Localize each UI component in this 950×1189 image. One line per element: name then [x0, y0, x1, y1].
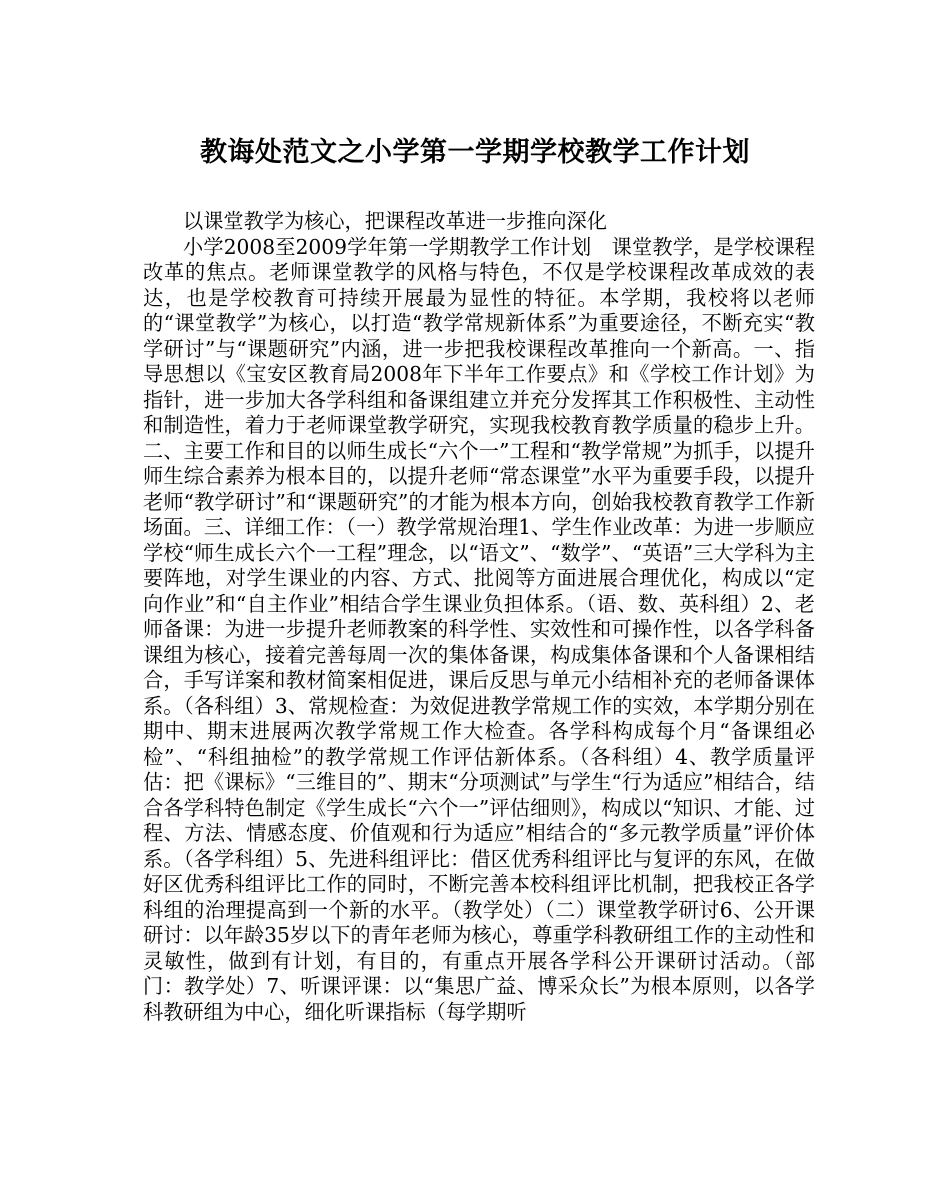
document-title: 教诲处范文之小学第一学期学校教学工作计划	[200, 137, 750, 168]
document-body	[143, 209, 815, 1025]
document-paragraph: 小学2008至2009学年第一学期教学工作计划 课堂教学，是学校课程改革的焦点。老师课堂教学的风格与特色，不仅是学校课程改革成效的表达，也是学校教育可持续开展最为显性的特征。本学期，我校将以老师的“课堂教学”为核心，以打造“教学常规新体系”为重要途径，不断充实“教学研讨”与“课题研究”内涵，进一步把我校课程改革推向一个新高。一、指导思想以《宝安区教育局2008年下半年工作要点》和《学校工作计划》为指针，进一步加大各学科组和备课组建立并充分发挥其工作积极性、主动性和制造性，着力于老师课堂教学研究，实现我校教育教学质量的稳步上升。二、主要工作和目的以师生成长“六个一”工程和“教学常规”为抓手，以提升师生综合素养为根本目的，以提升老师“常态课堂”水平为重要手段，以提升老师“教学研讨”和“课题研究”的才能为根本方向，创始我校教育教学工作新场面。三、详细工作：（一）教学常规治理1、学生作业改革：为进一步顺应学校“师生成长六个一工程”理念，以“语文”、“数学”、“英语”三大学科为主要阵地，对学生课业的内容、方式、批阅等方面进展合理优化，构成以“定向作业”和“自主作业”相结合学生课业负担体系。（语、数、英科组）2、老师备课：为进一步提升老师教案的科学性、实效性和可操作性，以各学科备课组为核心，接着完善每周一次的集体备课，构成集体备课和个人备课相结合，手写详案和教材简案相促进，课后反思与单元小结相补充的老师备课体系。（各科组）3、常规检查：为效促进教学常规工作的实效，本学期分别在期中、期末进展两次教学常规工作大检查。各学科构成每个月“备课组必检”、“科组抽检”的教学常规工作评估新体系。（各科组）4、教学质量评估：把《课标》“三维目的”、期末“分项测试”与学生“行为适应”相结合，结合各学科特色制定《学生成长“六个一”评估细则》，构成以“知识、才能、过程、方法、情感态度、价值观和行为适应”相结合的“多元教学质量”评价体系。（各学科组）5、先进科组评比：借区优秀科组评比与复评的东风，在做好区优秀科组评比工作的同时，不断完善本校科组评比机制，把我校正各学科组的治理提高到一个新的水平。（教学处）（二）课堂教学研讨6、公开课研讨：以年龄35岁以下的青年老师为核心，尊重学科教研组工作的主动性和灵敏性，做到有计划，有目的，有重点开展各学科公开课研讨活动。（部门：教学处）7、听课评课：以“集思广益、博采众长”为根本原则，以各学科教研组为中心，细化听课指标（每学期听	[143, 234, 815, 1024]
document-subtitle: 以课堂教学为核心，把课程改革进一步推向深化	[183, 209, 607, 233]
